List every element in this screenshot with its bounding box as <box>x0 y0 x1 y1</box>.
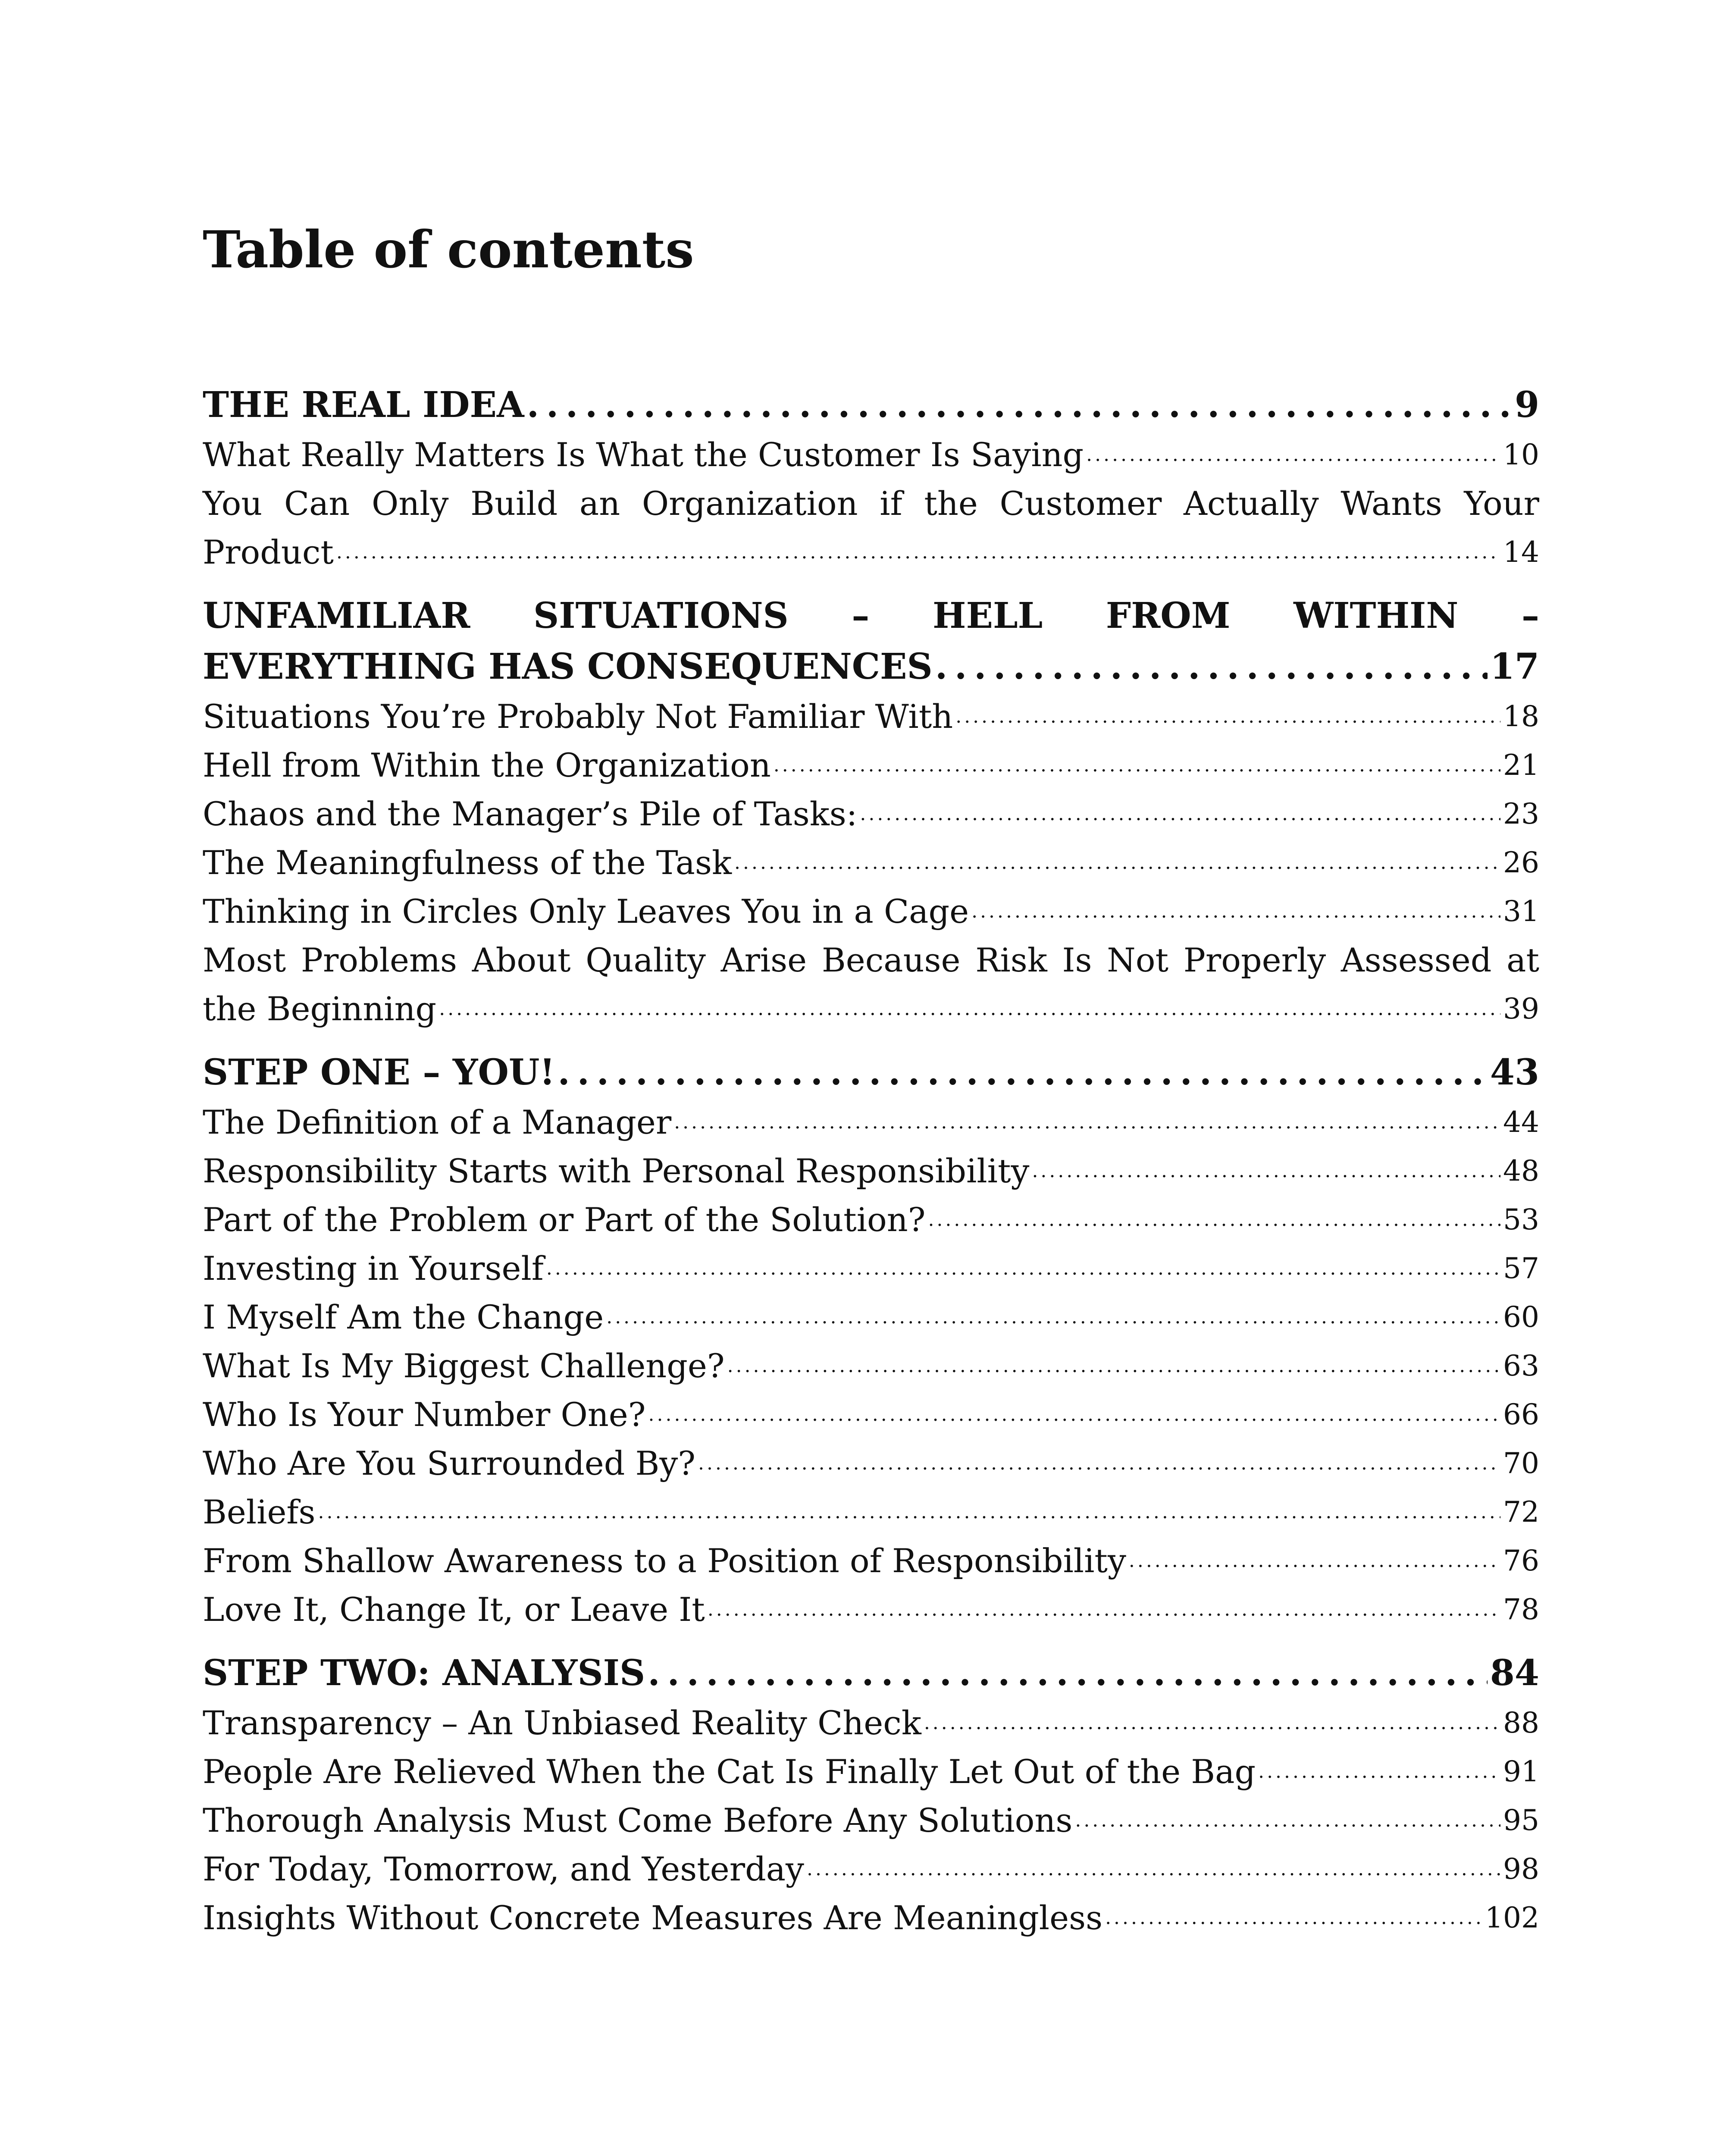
dot-leader <box>1032 1147 1500 1195</box>
section-page-number: 78 <box>1503 1593 1539 1626</box>
dot-leader <box>807 1845 1500 1893</box>
section-page-number: 98 <box>1503 1852 1539 1886</box>
toc-chapter <box>203 1047 1539 1634</box>
dot-leader <box>318 1488 1500 1536</box>
section-page-number: 31 <box>1503 895 1539 928</box>
dot-leader <box>1086 430 1500 479</box>
toc-entry[interactable] <box>203 1536 1539 1585</box>
section-page-number: 18 <box>1503 700 1539 733</box>
section-page-number: 95 <box>1503 1804 1539 1837</box>
chapter-heading[interactable] <box>203 1648 1539 1698</box>
section-title: The Definition of a Manager <box>203 1103 672 1141</box>
section-title: What Really Matters Is What the Customer Is Saying <box>203 436 1084 474</box>
toc-chapter <box>203 1648 1539 1942</box>
toc-chapter <box>203 590 1539 1033</box>
section-title: I Myself Am the Change <box>203 1298 604 1336</box>
toc-list <box>203 379 1539 1956</box>
toc-entry[interactable] <box>203 1293 1539 1341</box>
toc-entry[interactable] <box>203 1147 1539 1195</box>
dot-leader <box>955 692 1500 741</box>
section-page-number: 26 <box>1503 846 1539 879</box>
section-page-number: 66 <box>1503 1398 1539 1431</box>
dot-leader <box>1258 1747 1500 1796</box>
dot-leader <box>546 1244 1500 1293</box>
toc-entry[interactable] <box>203 1747 1539 1796</box>
section-title: Insights Without Concrete Measures Are Meaningless <box>203 1899 1103 1937</box>
section-page-number: 23 <box>1503 797 1539 830</box>
section-page-number: 48 <box>1503 1154 1539 1188</box>
section-page-number: 21 <box>1503 749 1539 782</box>
section-title-line[interactable]: Most Problems About Quality Arise Because Risk Is Not Properly Assessed at <box>203 941 1539 979</box>
toc-entry[interactable] <box>203 528 1539 577</box>
section-page-number: 72 <box>1503 1495 1539 1529</box>
section-page-number: 57 <box>1503 1252 1539 1285</box>
chapter-page-number: 84 <box>1490 1652 1539 1694</box>
chapter-heading-line[interactable]: UNFAMILIAR SITUATIONS – HELL FROM WITHIN – <box>203 595 1539 636</box>
section-title: For Today, Tomorrow, and Yesterday <box>203 1850 804 1888</box>
section-title: Situations You’re Probably Not Familiar With <box>203 697 953 736</box>
section-title: Who Is Your Number One? <box>203 1395 646 1434</box>
toc-entry[interactable] <box>203 1698 1539 1747</box>
dot-leader <box>935 641 1488 692</box>
dot-leader <box>674 1098 1500 1147</box>
toc-entry[interactable] <box>203 1796 1539 1845</box>
chapter-page-number: 43 <box>1490 1052 1539 1093</box>
toc-entry[interactable] <box>203 790 1539 838</box>
dot-leader <box>1105 1893 1482 1942</box>
dot-leader <box>439 984 1500 1033</box>
dot-leader <box>774 741 1500 790</box>
section-title: Thinking in Circles Only Leaves You in a Cage <box>203 892 969 931</box>
toc-entry[interactable] <box>203 1845 1539 1893</box>
chapter-title: EVERYTHING HAS CONSEQUENCES <box>203 646 933 687</box>
dot-leader <box>336 528 1500 577</box>
section-page-number: 53 <box>1503 1203 1539 1236</box>
dot-leader <box>606 1293 1500 1341</box>
toc-page <box>203 219 1539 1937</box>
section-page-number: 102 <box>1485 1901 1539 1934</box>
toc-entry[interactable] <box>203 984 1539 1033</box>
section-page-number: 88 <box>1503 1706 1539 1739</box>
section-title: People Are Relieved When the Cat Is Finally Let Out of the Bag <box>203 1752 1256 1791</box>
chapter-title: THE REAL IDEA <box>203 384 524 426</box>
section-title: The Meaningfulness of the Task <box>203 843 732 882</box>
dot-leader <box>708 1585 1500 1634</box>
chapter-title: STEP TWO: ANALYSIS <box>203 1652 645 1694</box>
toc-chapter <box>203 379 1539 577</box>
chapter-page-number: 17 <box>1490 646 1539 687</box>
section-title: From Shallow Awareness to a Position of Responsibility <box>203 1542 1126 1580</box>
chapter-heading[interactable] <box>203 379 1539 430</box>
toc-entry[interactable] <box>203 1488 1539 1536</box>
section-page-number: 60 <box>1503 1300 1539 1334</box>
toc-entry[interactable] <box>203 887 1539 936</box>
section-page-number: 14 <box>1503 536 1539 569</box>
toc-entry[interactable] <box>203 838 1539 887</box>
section-page-number: 39 <box>1503 992 1539 1025</box>
chapter-heading[interactable] <box>203 641 1539 692</box>
section-title-line[interactable]: You Can Only Build an Organization if the Customer Actually Wants Your <box>203 484 1539 523</box>
section-title: Beliefs <box>203 1493 316 1531</box>
chapter-heading[interactable] <box>203 1047 1539 1098</box>
section-title: Transparency – An Unbiased Reality Check <box>203 1704 921 1742</box>
chapter-title: STEP ONE – YOU! <box>203 1052 555 1093</box>
section-page-number: 76 <box>1503 1544 1539 1577</box>
toc-entry[interactable] <box>203 1390 1539 1439</box>
toc-entry[interactable] <box>203 1341 1539 1390</box>
section-page-number: 91 <box>1503 1755 1539 1788</box>
section-title: Love It, Change It, or Leave It <box>203 1590 705 1629</box>
dot-leader <box>928 1195 1500 1244</box>
section-title: Thorough Analysis Must Come Before Any Solutions <box>203 1801 1073 1839</box>
dot-leader <box>924 1698 1500 1747</box>
section-title: Chaos and the Manager’s Pile of Tasks: <box>203 795 858 833</box>
dot-leader <box>648 1648 1488 1698</box>
section-title: the Beginning <box>203 990 437 1028</box>
toc-entry[interactable] <box>203 1439 1539 1488</box>
toc-entry[interactable] <box>203 1585 1539 1634</box>
section-page-number: 70 <box>1503 1447 1539 1480</box>
dot-leader <box>860 790 1500 838</box>
toc-entry[interactable] <box>203 1098 1539 1147</box>
section-title: Who Are You Surrounded By? <box>203 1444 696 1482</box>
section-title: Responsibility Starts with Personal Responsibility <box>203 1152 1030 1190</box>
page-title: Table of contents <box>203 219 694 279</box>
dot-leader <box>527 379 1512 430</box>
chapter-page-number: 9 <box>1514 384 1539 426</box>
toc-entry[interactable] <box>203 1893 1539 1942</box>
toc-entry[interactable] <box>203 430 1539 479</box>
toc-entry[interactable] <box>203 741 1539 790</box>
dot-leader <box>1129 1536 1500 1585</box>
toc-entry[interactable] <box>203 1195 1539 1244</box>
dot-leader <box>971 887 1500 936</box>
section-title: Investing in Yourself <box>203 1249 544 1288</box>
toc-entry[interactable] <box>203 692 1539 741</box>
section-page-number: 10 <box>1503 438 1539 471</box>
dot-leader <box>557 1047 1487 1098</box>
dot-leader <box>727 1341 1500 1390</box>
dot-leader <box>648 1390 1500 1439</box>
section-title: Part of the Problem or Part of the Solution? <box>203 1200 926 1239</box>
dot-leader <box>698 1439 1500 1488</box>
section-title: What Is My Biggest Challenge? <box>203 1347 725 1385</box>
section-page-number: 63 <box>1503 1349 1539 1382</box>
section-title: Product <box>203 533 334 571</box>
dot-leader <box>734 838 1500 887</box>
toc-entry[interactable] <box>203 1244 1539 1293</box>
section-page-number: 44 <box>1503 1106 1539 1139</box>
section-title: Hell from Within the Organization <box>203 746 771 784</box>
dot-leader <box>1075 1796 1500 1845</box>
